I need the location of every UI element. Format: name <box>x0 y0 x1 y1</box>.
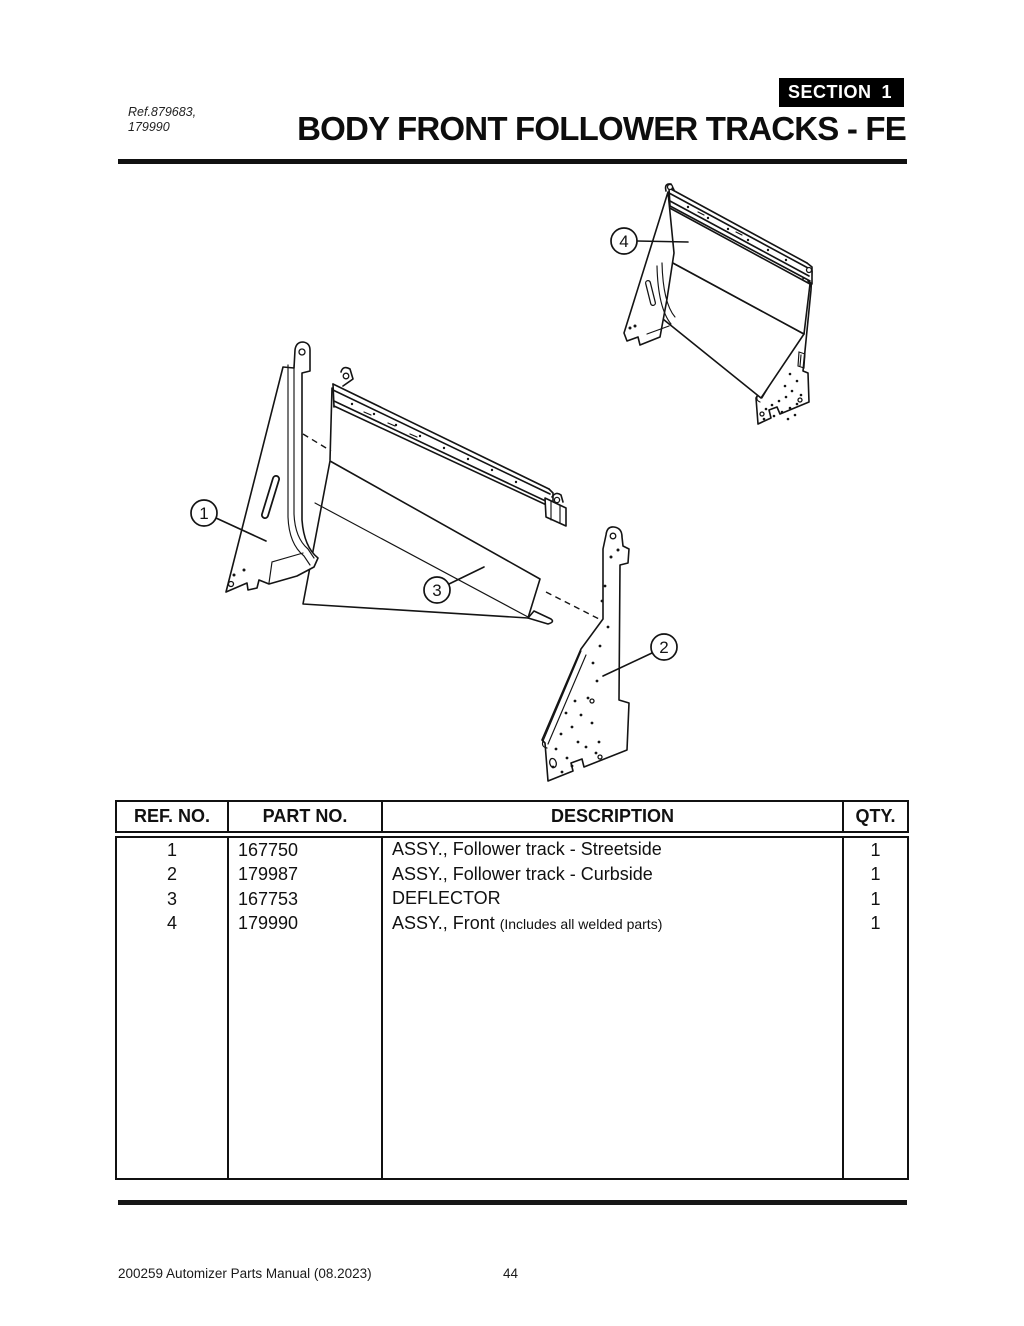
cell-description: ASSY., Front (Includes all welded parts) <box>382 912 843 937</box>
page-title: BODY FRONT FOLLOWER TRACKS - FE <box>297 110 906 147</box>
plate-outline <box>226 342 318 592</box>
cell-ref-no: 4 <box>116 912 228 937</box>
dashed-line-left <box>303 434 331 451</box>
footer-page-number: 44 <box>503 1266 519 1281</box>
cell-description: DEFLECTOR <box>382 887 843 912</box>
callout-4-number: 4 <box>619 232 629 251</box>
ref-line-1: Ref.879683, <box>128 105 197 119</box>
ref-line-2: 179990 <box>128 120 170 134</box>
part-2-follower-track-curbside-drawing <box>542 527 629 781</box>
table-row <box>116 863 908 888</box>
header-qty: QTY. <box>843 801 908 835</box>
cell-description: ASSY., Follower track - Curbside <box>382 863 843 888</box>
table-row <box>116 887 908 912</box>
cell-qty: 1 <box>843 887 908 912</box>
callout-4-leader <box>637 241 688 242</box>
callout-3-number: 3 <box>432 581 442 600</box>
cell-qty: 1 <box>843 912 908 937</box>
plate-outline <box>542 527 629 781</box>
deflector-bottom-curl <box>528 611 552 624</box>
header-part-no: PART NO. <box>228 801 382 835</box>
cell-part-no: 179987 <box>228 863 382 888</box>
cell-ref-no: 1 <box>116 835 228 863</box>
dashed-line-right <box>546 592 601 620</box>
part-4-front-assembly-drawing <box>624 184 812 424</box>
cell-ref-no: 3 <box>116 887 228 912</box>
footer-manual-title: 200259 Automizer Parts Manual (08.2023) <box>118 1266 372 1281</box>
cell-qty: 1 <box>843 863 908 888</box>
cell-part-no: 167753 <box>228 887 382 912</box>
header-ref-no: REF. NO. <box>116 801 228 835</box>
parts-table-header-row <box>116 801 908 835</box>
cell-part-no: 167750 <box>228 835 382 863</box>
parts-table <box>115 800 909 1180</box>
callout-2-number: 2 <box>659 638 669 657</box>
table-empty-space <box>116 936 908 1179</box>
cell-description: ASSY., Follower track - Streetside <box>382 835 843 863</box>
table-row <box>116 912 908 937</box>
callout-1-number: 1 <box>199 504 209 523</box>
section-label: SECTION <box>788 82 872 102</box>
cell-part-no: 179990 <box>228 912 382 937</box>
footer-rule <box>118 1200 907 1205</box>
table-row <box>116 835 908 863</box>
cell-ref-no: 2 <box>116 863 228 888</box>
cell-qty: 1 <box>843 835 908 863</box>
section-number: 1 <box>881 82 892 102</box>
part-1-follower-track-streetside-drawing <box>226 342 318 592</box>
header-description: DESCRIPTION <box>382 801 843 835</box>
